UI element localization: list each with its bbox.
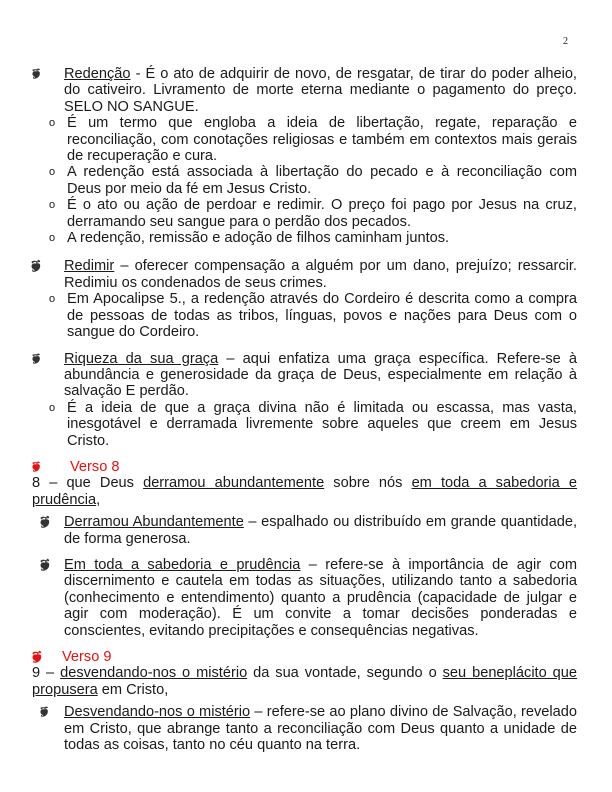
verse-number: 8 – que Deus xyxy=(32,475,144,492)
list-item: o É a ideia de que a graça divina não é limitada ou escassa, mas vasta, inesgotável e derramada livremente sobre aqueles que creem em Jesus Cristo. xyxy=(32,400,577,449)
riqueza-sublist xyxy=(32,400,577,449)
term: Derramou Abundantemente xyxy=(64,514,244,531)
list-item: o A redenção está associada à libertação do pecado e à reconciliação com Deus por meio da fé em Jesus Cristo. xyxy=(32,164,577,197)
desvendando-paragraph xyxy=(64,704,577,753)
redimir-sublist xyxy=(32,291,577,340)
redimir-paragraph xyxy=(64,258,577,291)
verse-segment: , xyxy=(96,491,101,508)
section-derramou xyxy=(32,514,577,547)
cr-ornament-icon: 🙘 xyxy=(32,647,42,667)
riqueza-paragraph xyxy=(64,351,577,400)
derramou-paragraph xyxy=(64,514,577,547)
list-item: o Em Apocalipse 5., a redenção através do Cordeiro é descrita como a compra de pessoas de todas as tribos, línguas, povos e nações para Deus com o sangue do Cordeiro. xyxy=(32,291,577,340)
definition: – refere-se à importância de agir com discernimento e cautela em todas as situações, utilizando tanto a sabedoria (conhecimento e entendimento) quanto a prudência (capacidade de julgar e agir com moderação). É um convite a tomar decisões ponderadas e conscientes, evitando precipitações e consequências negativas. xyxy=(64,556,577,639)
list-item: o A redenção, remissão e adoção de filhos caminham juntos. xyxy=(32,230,577,246)
cr-ornament-icon: 🙘 xyxy=(32,65,41,82)
definition: – espalhado ou distribuído em grande quantidade, de forma generosa. xyxy=(64,514,578,547)
term: Redimir xyxy=(64,258,115,275)
page-number: 2 xyxy=(563,36,568,47)
section-verso-9 xyxy=(32,649,577,698)
section-sabedoria xyxy=(32,554,577,639)
section-riqueza xyxy=(32,351,577,449)
term: Desvendando-nos o mistério xyxy=(64,704,251,721)
verse-segment: em Cristo, xyxy=(97,681,169,698)
verse-highlight: desvendando-nos o mistério xyxy=(60,665,248,682)
verse-highlight: derramou abundantemente xyxy=(143,475,325,492)
definition: – aqui enfatiza uma graça específica. Refere-se à abundância e generosidade da graça de Deus, especialmente em relação à salvação E perdão. xyxy=(64,350,578,400)
section-verso-8 xyxy=(32,459,577,508)
section-redimir xyxy=(32,258,577,340)
definition: - É o ato de adquirir de novo, de resgatar, de tirar do poder alheio, do cativeiro. Livramento de morte eterna mediante o pagamento do preço. SELO NO SANGUE. xyxy=(64,66,577,115)
list-item: o É o ato ou ação de perdoar e redimir. O preço foi pago por Jesus na cruz, derramando seu sangue para o perdão dos pecados. xyxy=(32,197,577,230)
redencao-sublist xyxy=(32,115,577,246)
cr-ornament-icon: 🙘 xyxy=(40,512,50,533)
term: Redenção xyxy=(64,66,131,82)
document-body xyxy=(32,66,577,753)
verse-text xyxy=(32,475,577,508)
section-desvendando xyxy=(32,704,577,753)
section-redencao xyxy=(32,66,577,246)
definition: – oferecer compensação a alguém por um dano, prejuízo; ressarcir. Redimiu os condenados de seus crimes. xyxy=(64,258,577,291)
term: Riqueza da sua graça xyxy=(64,350,219,367)
cr-ornament-icon: 🙘 xyxy=(31,256,41,277)
list-item: o É um termo que engloba a ideia de libertação, regate, reparação e reconciliação, com conotações religiosas e também em contextos mais gerais de recuperação e cura. xyxy=(32,115,577,164)
verse-number: 9 – xyxy=(32,665,61,682)
cr-ornament-icon: 🙘 xyxy=(32,457,41,475)
cr-ornament-icon: 🙘 xyxy=(32,349,41,367)
cr-ornament-icon: 🙘 xyxy=(40,703,49,721)
verse-text xyxy=(32,665,577,698)
term: Em toda a sabedoria e prudência xyxy=(64,556,301,573)
verse-highlight: em toda a sabedoria e prudência xyxy=(32,475,577,508)
sabedoria-paragraph xyxy=(64,557,577,639)
verse-heading: Verso 8 xyxy=(70,458,120,475)
cr-ornament-icon: 🙘 xyxy=(40,554,50,575)
definition: – refere-se ao plano divino de Salvação, revelado em Cristo, que abrange tanto a reconciliação com Deus quanto a unidade de todas as coisas, tanto no céu quanto na terra. xyxy=(64,704,578,754)
verse-heading: Verso 9 xyxy=(62,649,112,665)
redencao-paragraph xyxy=(64,66,577,115)
verse-highlight: seu beneplácito que propusera xyxy=(32,665,578,698)
verse-segment: da sua vontade, segundo o xyxy=(247,665,443,682)
verse-segment: sobre nós xyxy=(324,475,412,492)
